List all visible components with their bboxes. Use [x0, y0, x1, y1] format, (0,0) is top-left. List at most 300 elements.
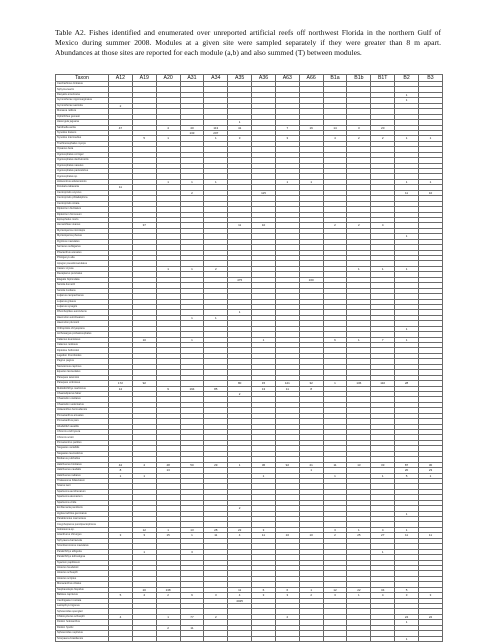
abundance-cell: 92 — [132, 381, 156, 386]
taxon-name-cell: Orthopristis chrysoptera — [56, 326, 109, 331]
abundance-cell: 11 — [323, 462, 347, 467]
abundance-cell: 160 — [299, 277, 323, 282]
abundance-cell: 1 — [204, 315, 228, 320]
abundance-cell: 87 — [395, 462, 419, 467]
taxon-name-cell: Trachinocephalus myops — [56, 141, 109, 146]
column-header-site: B1b — [347, 75, 371, 82]
abundance-cell: 22 — [418, 614, 442, 619]
abundance-cell: 138 — [156, 587, 180, 592]
abundance-cell: 1 — [347, 337, 371, 342]
abundance-cell — [371, 636, 395, 641]
abundance-cell: 115 — [252, 190, 276, 195]
taxon-name-cell: Harengula jaguana — [56, 120, 109, 125]
abundance-cell: 5 — [395, 473, 419, 478]
abundance-cell: 1 — [204, 179, 228, 184]
abundance-cell: 3 — [109, 533, 133, 538]
abundance-cell: 1 — [109, 473, 133, 478]
taxon-name-cell: Gobiosoma sp. — [56, 527, 109, 532]
abundance-cell: 27 — [371, 533, 395, 538]
abundance-cell: 28 — [395, 381, 419, 386]
taxon-name-cell: Diodon hystrix — [56, 625, 109, 630]
taxon-name-cell: Stephanolepis hispidus — [56, 587, 109, 592]
abundance-cell: 40 — [180, 125, 204, 130]
taxon-name-cell: Halichoeres caudalis — [56, 468, 109, 473]
taxon-name-cell: Hemanthias vivanus — [56, 223, 109, 228]
abundance-cell: 13 — [180, 527, 204, 532]
taxon-name-cell: Lagodon rhomboides — [56, 353, 109, 358]
column-header-site: A19 — [132, 75, 156, 82]
taxon-name-cell: Dasyatis americana — [56, 92, 109, 97]
column-header-site: A35 — [228, 75, 252, 82]
abundance-cell: 2 — [109, 103, 133, 108]
abundance-cell: 12 — [132, 527, 156, 532]
taxon-name-cell: Archosargus probatocephalus — [56, 332, 109, 337]
abundance-cell: 22 — [347, 587, 371, 592]
column-header-site: A63 — [275, 75, 299, 82]
taxon-name-cell: Ogcocephalus corniger — [56, 152, 109, 157]
abundance-cell: 2 — [228, 506, 252, 511]
abundance-cell: 1 — [228, 310, 252, 315]
taxon-name-cell: Ogcocephalus nasutus — [56, 163, 109, 168]
abundance-cell: 44 — [109, 462, 133, 467]
taxon-name-cell: Canthigaster rostrata — [56, 598, 109, 603]
abundance-cell: 2 — [347, 223, 371, 228]
abundance-cell: 1 — [180, 315, 204, 320]
taxon-name-cell: Monacanthus ciliatus — [56, 582, 109, 587]
taxon-name-cell: Pareques iwamotoi — [56, 375, 109, 380]
taxon-name-cell: Centropristis striata — [56, 201, 109, 206]
abundance-cell: 10 — [418, 190, 442, 195]
abundance-cell: 6 — [252, 587, 276, 592]
abundance-cell: 4 — [371, 223, 395, 228]
taxon-name-cell: Calamus nodosus — [56, 343, 109, 348]
taxon-name-cell: Diplectrum formosum — [56, 212, 109, 217]
abundance-cell: 3 — [180, 549, 204, 554]
abundance-cell: 11 — [228, 587, 252, 592]
taxon-name-cell: Mycteroperca microlepis — [56, 228, 109, 233]
column-header-site: B1a — [323, 75, 347, 82]
column-header-site: B2 — [395, 75, 419, 82]
abundance-cell: 1 — [228, 462, 252, 467]
abundance-cell: 10 — [299, 533, 323, 538]
abundance-cell: 2 — [156, 625, 180, 630]
abundance-cell: 1 — [323, 473, 347, 478]
taxon-name-cell: Sparisoma aurofrenatum — [56, 489, 109, 494]
abundance-cell: 8 — [299, 386, 323, 391]
abundance-cell: 11 — [204, 533, 228, 538]
abundance-cell: 475 — [228, 277, 252, 282]
table-body — [56, 82, 443, 642]
abundance-cell: 11 — [228, 223, 252, 228]
taxon-name-cell: Abudefduf saxatilis — [56, 424, 109, 429]
taxon-name-cell: Halichoeres radiatus — [56, 473, 109, 478]
abundance-cell: 3 — [395, 593, 419, 598]
abundance-cell: 1 — [395, 527, 419, 532]
abundance-cell: 1 — [395, 136, 419, 141]
table-caption: Table A2. Fishes identified and enumerated over unreported artificial reefs off northwest Florida in the northern Gulf of Mexico during summer 2008. Modules at a given site were sampled separately if they were greater than 8 m apart. Abundances at those sites are reported for each module (a,b) and also summed (T) between modules. — [55, 28, 441, 57]
taxon-name-cell: Chilomycterus schoepfii — [56, 614, 109, 619]
abundance-cell: 21 — [299, 462, 323, 467]
taxon-name-cell: Elagatis bipinnulata — [56, 277, 109, 282]
abundance-cell: 3 — [323, 527, 347, 532]
abundance-cell — [275, 636, 299, 641]
abundance-cell: 13 — [156, 468, 180, 473]
taxon-name-cell: Acanthurus chirurgus — [56, 533, 109, 538]
taxon-name-cell: Paralichthys albigutta — [56, 549, 109, 554]
abundance-cell: 77 — [180, 614, 204, 619]
abundance-cell — [418, 636, 442, 641]
abundance-cell: 10 — [132, 337, 156, 342]
abundance-cell: 1 — [347, 527, 371, 532]
abundance-cell: 4 — [132, 593, 156, 598]
abundance-cell — [156, 636, 180, 641]
abundance-cell: 10 — [275, 533, 299, 538]
abundance-cell: 2 — [228, 391, 252, 396]
abundance-cell: 23 — [418, 468, 442, 473]
abundance-cell: 1 — [395, 179, 419, 184]
abundance-cell: 1 — [371, 473, 395, 478]
taxon-name-cell: Synodus intermedius — [56, 136, 109, 141]
abundance-cell: 1 — [156, 527, 180, 532]
abundance-cell: 11 — [418, 533, 442, 538]
abundance-cell: 11 — [275, 386, 299, 391]
taxon-name-cell: Hypleurochilus geminatus — [56, 511, 109, 516]
taxon-name-cell: Pomacentrus partitus — [56, 440, 109, 445]
taxon-name-cell: Calamus leucosteus — [56, 337, 109, 342]
abundance-cell: 4 — [109, 614, 133, 619]
abundance-cell: 92 — [275, 462, 299, 467]
taxon-name-cell: Synodus foetens — [56, 130, 109, 135]
taxon-name-cell: Ophichthus gomesii — [56, 114, 109, 119]
abundance-cell: 4 — [132, 462, 156, 467]
column-header-site: A66 — [299, 75, 323, 82]
abundance-cell: 1 — [180, 533, 204, 538]
abundance-cell: 4 — [371, 527, 395, 532]
taxon-name-cell: Sparisoma viride — [56, 500, 109, 505]
abundance-cell: 20 — [395, 468, 419, 473]
abundance-cell: 1 — [252, 473, 276, 478]
abundance-cell: 36 — [252, 462, 276, 467]
taxon-name-cell: Caranx crysos — [56, 266, 109, 271]
abundance-cell: 1 — [252, 337, 276, 342]
abundance-cell: 1 — [132, 549, 156, 554]
column-header-site: A20 — [156, 75, 180, 82]
abundance-cell: 1 — [371, 549, 395, 554]
abundance-cell: 1 — [395, 92, 419, 97]
taxon-name-cell: Holocentrus adscensionis — [56, 179, 109, 184]
abundance-cell: 4 — [156, 125, 180, 130]
abundance-cell: 13 — [252, 386, 276, 391]
taxon-name-cell: Mycteroperca phenax — [56, 234, 109, 239]
abundance-cell — [109, 636, 133, 641]
taxon-name-cell: Rhomboplites aurorubens — [56, 310, 109, 315]
abundance-cell: 4 — [371, 593, 395, 598]
taxon-name-cell: Chaetodipterus faber — [56, 391, 109, 396]
taxon-name-cell: Lutjanus campechanus — [56, 294, 109, 299]
abundance-cell: 113 — [204, 125, 228, 130]
abundance-cell: 1 — [156, 614, 180, 619]
abundance-cell: 1 — [347, 266, 371, 271]
abundance-cell: 1 — [204, 136, 228, 141]
abundance-cell: 133 — [180, 130, 204, 135]
abundance-cell: 1 — [395, 511, 419, 516]
abundance-cell — [347, 636, 371, 641]
abundance-cell — [132, 636, 156, 641]
abundance-cell: 3 — [204, 593, 228, 598]
abundance-cell: 121 — [275, 381, 299, 386]
abundance-cell: 4 — [323, 136, 347, 141]
abundance-cell — [323, 636, 347, 641]
taxon-name-cell: Stenotomus caprinus — [56, 364, 109, 369]
taxon-name-cell: Chaetodon sedentarius — [56, 402, 109, 407]
abundance-cell: 1 — [299, 587, 323, 592]
taxon-name-cell: Pomacanthus paru — [56, 419, 109, 424]
taxon-name-cell: Parablennius marmoreus — [56, 517, 109, 522]
taxon-name-cell: Sardinella aurita — [56, 125, 109, 130]
taxon-name-cell: Aluterus scriptus — [56, 576, 109, 581]
taxon-name-cell: Diplectrum bivittatum — [56, 207, 109, 212]
column-header-site: B1T — [371, 75, 395, 82]
taxon-name-cell: Coryphopterus punctipectophorus — [56, 522, 109, 527]
abundance-cell: 1 — [156, 136, 180, 141]
abundance-cell: 1 — [347, 593, 371, 598]
abundance-cell: 1 — [395, 337, 419, 342]
abundance-cell: 3 — [252, 593, 276, 598]
taxon-name-cell: Balistes capriscus — [56, 593, 109, 598]
taxon-name-cell: Opsanus beta — [56, 147, 109, 152]
taxon-name-cell: Mulloidichthys martinicus — [56, 386, 109, 391]
abundance-cell: 172 — [109, 381, 133, 386]
abundance-cell: 3 — [132, 533, 156, 538]
abundance-cell: 207 — [204, 130, 228, 135]
abundance-cell: 2 — [156, 593, 180, 598]
abundance-cell: 11 — [252, 533, 276, 538]
taxon-name-cell: Scorpaena brasiliensis — [56, 636, 109, 641]
abundance-cell: 30 — [418, 462, 442, 467]
taxon-name-cell: Seriola rivoliana — [56, 288, 109, 293]
taxon-name-cell: Holacanthus bermudensis — [56, 408, 109, 413]
abundance-cell: 3 — [323, 593, 347, 598]
abundance-cell: 11 — [180, 625, 204, 630]
abundance-cell: 37 — [132, 223, 156, 228]
taxon-name-cell: Chromis scotti — [56, 435, 109, 440]
column-header-site: B3 — [418, 75, 442, 82]
abundance-cell: 2 — [323, 223, 347, 228]
abundance-cell: 48 — [156, 462, 180, 467]
taxon-name-cell: Serranus subligarius — [56, 245, 109, 250]
abundance-cell: 6 — [323, 337, 347, 342]
abundance-cell: 1 — [418, 179, 442, 184]
abundance-cell: 14 — [109, 386, 133, 391]
abundance-cell: 1 — [299, 468, 323, 473]
abundance-cell: 3 — [275, 593, 299, 598]
abundance-cell: 1 — [156, 266, 180, 271]
taxon-name-cell: Chromis enchrysura — [56, 430, 109, 435]
abundance-cell: 1 — [395, 636, 419, 641]
abundance-cell: 3 — [418, 593, 442, 598]
abundance-cell: 15 — [156, 533, 180, 538]
abundance-cell: 80 — [228, 381, 252, 386]
taxon-name-cell: Gymnothorax nigromarginatus — [56, 98, 109, 103]
taxon-name-cell: Haemulon plumierii — [56, 321, 109, 326]
abundance-cell: 10 — [252, 223, 276, 228]
taxon-name-cell: Epinephelus morio — [56, 217, 109, 222]
column-header-site: A34 — [204, 75, 228, 82]
abundance-cell: 2 — [299, 593, 323, 598]
taxon-name-cell: Equetus lanceolatus — [56, 370, 109, 375]
abundance-cell: 1 — [275, 179, 299, 184]
abundance-cell: 85 — [204, 386, 228, 391]
abundance-cell: 47 — [109, 125, 133, 130]
abundance-cell: 14 — [323, 125, 347, 130]
abundance-cell: 2 — [204, 266, 228, 271]
abundance-cell: 24 — [395, 614, 419, 619]
abundance-cell: 4025 — [228, 598, 252, 603]
abundance-cell: 8 — [109, 468, 133, 473]
table-header-row — [56, 75, 443, 82]
taxon-name-cell: Scomberomorus maculatus — [56, 544, 109, 549]
abundance-cell — [180, 636, 204, 641]
abundance-cell: 194 — [180, 386, 204, 391]
abundance-cell: 1 — [418, 473, 442, 478]
taxon-name-cell: Muraena retifera — [56, 109, 109, 114]
abundance-cell: 50 — [180, 462, 204, 467]
abundance-cell: 1 — [180, 337, 204, 342]
abundance-cell: 13 — [347, 462, 371, 467]
taxon-name-cell: Lutjanus synagris — [56, 304, 109, 309]
taxon-name-cell: Seriola dumerili — [56, 283, 109, 288]
taxon-name-cell: Centropristis ocyurus — [56, 190, 109, 195]
abundance-cell: 11 — [395, 190, 419, 195]
abundance-cell: 1 — [395, 266, 419, 271]
taxon-name-cell: Syacium papillosum — [56, 560, 109, 565]
taxon-name-cell: Chaetodon ocellatus — [56, 397, 109, 402]
taxon-name-cell: Lactophrys trigonus — [56, 604, 109, 609]
taxon-name-cell: Lutjanus griseus — [56, 299, 109, 304]
taxon-name-cell: Aluterus heudelotii — [56, 565, 109, 570]
abundance-cell: 2 — [371, 136, 395, 141]
taxon-name-cell: Carcharhinus limbatus — [56, 82, 109, 87]
abundance-cell: 33 — [371, 462, 395, 467]
abundance-cell: 41 — [228, 125, 252, 130]
abundance-cell: 1 — [180, 266, 204, 271]
taxon-name-cell: Pristigenys alta — [56, 256, 109, 261]
taxon-name-cell: Stegastes variabilis — [56, 446, 109, 451]
abundance-cell: 2 — [323, 533, 347, 538]
taxon-name-cell: Ogcocephalus declivirostris — [56, 158, 109, 163]
taxon-name-cell: Thalassoma bifasciatum — [56, 478, 109, 483]
column-header-taxon: Taxon — [56, 75, 109, 82]
abundance-cell: 110 — [371, 381, 395, 386]
abundance-cell: 7 — [371, 337, 395, 342]
abundance-cell: 1 — [156, 179, 180, 184]
abundance-cell: 3 — [228, 136, 252, 141]
abundance-cell: 32 — [299, 381, 323, 386]
column-header-site: A12 — [109, 75, 133, 82]
abundance-cell: 34 — [371, 587, 395, 592]
abundance-cell: 1 — [418, 136, 442, 141]
abundance-cell: 1 — [132, 473, 156, 478]
abundance-cell: 9 — [180, 593, 204, 598]
fish-abundance-table — [55, 74, 443, 642]
taxon-name-cell: Paralichthys lethostigma — [56, 555, 109, 560]
abundance-cell: 1 — [395, 98, 419, 103]
column-header-site: A31 — [180, 75, 204, 82]
taxon-name-cell: Fistularia tabacaria — [56, 185, 109, 190]
taxon-name-cell: Scarus iseri — [56, 484, 109, 489]
taxon-name-cell: Centropristis philadelphica — [56, 196, 109, 201]
abundance-cell: 3 — [275, 136, 299, 141]
taxon-name-cell: Pagrus pagrus — [56, 359, 109, 364]
abundance-cell: 6 — [275, 587, 299, 592]
taxon-name-cell: Emblemaria pandionis — [56, 506, 109, 511]
abundance-cell: 1 — [371, 266, 395, 271]
abundance-cell: 4 — [228, 593, 252, 598]
abundance-cell: 28 — [204, 527, 228, 532]
taxon-name-cell: Pareques umbrosus — [56, 381, 109, 386]
abundance-cell: 136 — [347, 381, 371, 386]
abundance-cell: 1 — [299, 179, 323, 184]
abundance-cell: 1 — [395, 234, 419, 239]
abundance-cell: 20 — [132, 587, 156, 592]
abundance-cell: 5 — [395, 587, 419, 592]
abundance-cell: 22 — [228, 527, 252, 532]
abundance-cell: 1 — [395, 620, 419, 625]
abundance-cell: 20 — [371, 125, 395, 130]
taxon-name-cell: Haemulon aurolineatum — [56, 315, 109, 320]
abundance-cell: 3 — [347, 125, 371, 130]
abundance-cell — [204, 636, 228, 641]
abundance-cell: 29 — [204, 462, 228, 467]
column-header-site: A36 — [252, 75, 276, 82]
table-row — [56, 636, 443, 641]
abundance-cell: 2 — [204, 614, 228, 619]
taxon-name-cell: Sphyrna lewini — [56, 87, 109, 92]
abundance-cell: 5 — [109, 593, 133, 598]
abundance-cell: 1 — [228, 120, 252, 125]
taxon-name-cell: Rypticus maculatus — [56, 239, 109, 244]
taxon-name-cell: Sphoeroides spengleri — [56, 609, 109, 614]
taxon-name-cell: Sparisoma atomarium — [56, 495, 109, 500]
abundance-cell: 15 — [252, 381, 276, 386]
abundance-cell: 11 — [395, 533, 419, 538]
taxon-name-cell: Sphoeroides nephelus — [56, 631, 109, 636]
taxon-name-cell: Diplodus holbrookii — [56, 348, 109, 353]
abundance-cell: 2 — [180, 190, 204, 195]
abundance-cell: 12 — [323, 587, 347, 592]
abundance-cell: 7 — [275, 125, 299, 130]
abundance-cell: 1 — [395, 326, 419, 331]
taxon-name-cell: Stegastes leucostictus — [56, 451, 109, 456]
taxon-name-cell: Bodianus pulchellus — [56, 457, 109, 462]
taxon-name-cell: Pomacanthus arcuatus — [56, 413, 109, 418]
abundance-cell: 16 — [299, 125, 323, 130]
abundance-cell: 1 — [180, 179, 204, 184]
taxon-name-cell: Priacanthus arenatus — [56, 250, 109, 255]
abundance-cell: 25 — [347, 533, 371, 538]
abundance-cell: 1 — [323, 381, 347, 386]
taxon-name-cell: Ogcocephalus sp. — [56, 174, 109, 179]
taxon-name-cell: Sphyraena barracuda — [56, 538, 109, 543]
taxon-name-cell: Halichoeres bivittatus — [56, 462, 109, 467]
taxon-name-cell: Diodon holocanthus — [56, 620, 109, 625]
abundance-cell: 5 — [132, 136, 156, 141]
abundance-cell: 11 — [109, 185, 133, 190]
taxon-name-cell: Apogon pseudomaculatus — [56, 261, 109, 266]
taxon-name-cell: Gymnothorax saxicola — [56, 103, 109, 108]
abundance-cell — [252, 636, 276, 641]
abundance-cell — [299, 636, 323, 641]
